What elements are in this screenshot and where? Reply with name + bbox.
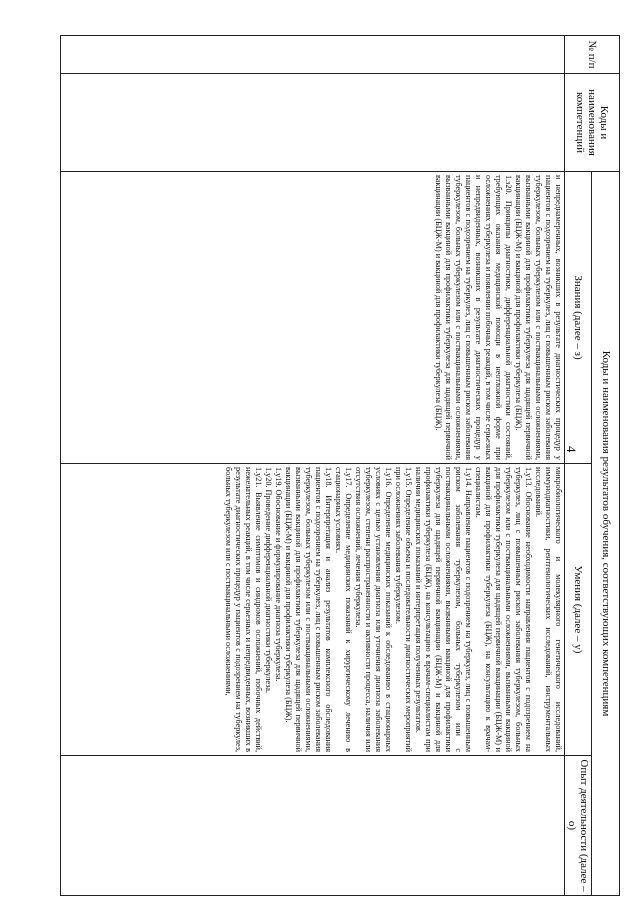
cell-num xyxy=(61,36,565,74)
cell-experience xyxy=(61,756,565,896)
competency-table-rotated xyxy=(60,35,620,895)
skill-item: 1.у20. Проведение дифференциальной диагностики туберкулеза. xyxy=(263,467,273,694)
cell-codes xyxy=(61,74,565,172)
page-number: 4 xyxy=(564,446,579,453)
skill-item: 1.у21. Выявление симптомов и синдромов осложнений, побочных действий, нежелательных реакций, в том числе серьезных и непредвиденных, возникших в результате диагностических процедур у пациентов с подозрением на туберкулез, больных туберкулезом или с поствакцинальными осложнениями, xyxy=(223,467,263,752)
header-num: № п/п xyxy=(564,36,619,74)
header-codes: Коды и наименования компетенций xyxy=(564,74,619,172)
cell-knowledge xyxy=(61,172,565,464)
skill-item: 1.у19. Обоснование и формулирование диагноза туберкулеза. xyxy=(273,467,283,682)
skill-item: 1.у14. Направление пациентов с подозрением на туберкулез, лиц с повышенным риском заболевания туберкулезом, больных туберкулезом или с поствакцинальными осложнениями, вызванными вакциной для профилактики туберкулеза для щадящей первичной вакцинации (БЦЖ-М) и вакциной для профилактики туберкулеза (БЦЖ), на консультацию к врачам-специалистам при наличии медицинских показаний и интерпретация полученных результатов. xyxy=(413,467,473,752)
skill-item: 1.у17. Определение медицинских показаний к хирургическому лечению в стационарных условиях. xyxy=(333,467,353,752)
skill-item: 1.у15. Определение объема и последовательности диагностических мероприятий при осложнениях заболевания туберкулезом. xyxy=(393,467,413,752)
header-knowledge: Знания (далее – з) xyxy=(564,172,591,464)
skill-item: 1.у13. Обоснование необходимости направления пациентов с подозрением на туберкулез, лиц с повышенным риском заболевания туберкулезом, больных туберкулезом или с поствакцинальными осложнениями, вызванными вакциной для профилактики туберкулеза для щадящей первичной вакцинации (БЦЖ-М) и вакциной для профилактики туберкулеза (БЦЖ), на консультацию к врачам-специалистам. xyxy=(473,467,533,752)
skill-item: 1.у18. Интерпретация и анализ результатов комплексного обследования пациентов с подозрением на туберкулез, лиц с повышенным риском заболевания туберкулезом, больных туберкулезом или с поствакцинальными осложнениями, вызванными вакциной для профилактики туберкулеза для щадящей первичной вакцинации (БЦЖ-М) и вакциной для профилактики туберкулеза (БЦЖ). xyxy=(283,467,333,752)
knowledge-item: 1.з20. Принципы диагностики, дифференциальной диагностики состояний, требующих оказания медицинской помощи в неотложной форме при осложнениях туберкулеза и появлении побочных реакций, в том числе серьезных и непредвиденных, возникших в результате диагностических процедур у пациентов с подозрением на туберкулез, лиц с повышенным риском заболевания туберкулезом, больных туберкулезом или с поствакцинальными осложнениями, вызванными вакциной для профилактики туберкулеза для щадящей первичной вакцинации (БЦЖ-М) и вакциной для профилактики туберкулеза (БЦЖ). xyxy=(433,175,513,460)
skill-item: микробиологического и молекулярного генетического исследований, иммунодиагностики, рентгенологических исследований, инструментальных исследований. xyxy=(533,467,563,752)
skill-item: 1.у16. Определение медицинских показаний к обследованию в стационарных условиях с целью установления диагноза или уточнения диагноза заболевания туберкулезом, степени распространенности и активности процесса, наличия или отсутствия осложнений, лечения туберкулеза. xyxy=(353,467,393,752)
knowledge-item: и непреднамеренных, возникших в результате диагностических процедур у пациентов с подозрением на туберкулез, лиц с повышенным риском заболевания туберкулезом, больных туберкулезом или с поствакцинальными осложнениями, вызванными вакциной для профилактики туберкулеза для щадящей первичной вакцинации (БЦЖ-М) и вакциной для профилактики туберкулеза (БЦЖ). xyxy=(513,175,563,460)
cell-skills xyxy=(61,464,565,756)
competency-table xyxy=(60,35,620,896)
header-skills: Умения (далее – у) xyxy=(564,464,591,756)
header-experience: Опыт деятельности (далее – о) xyxy=(564,756,591,896)
table-row xyxy=(61,36,565,896)
header-results-group: Коды и наименования результатов обучения, соответствующих компетенциям xyxy=(592,172,620,896)
